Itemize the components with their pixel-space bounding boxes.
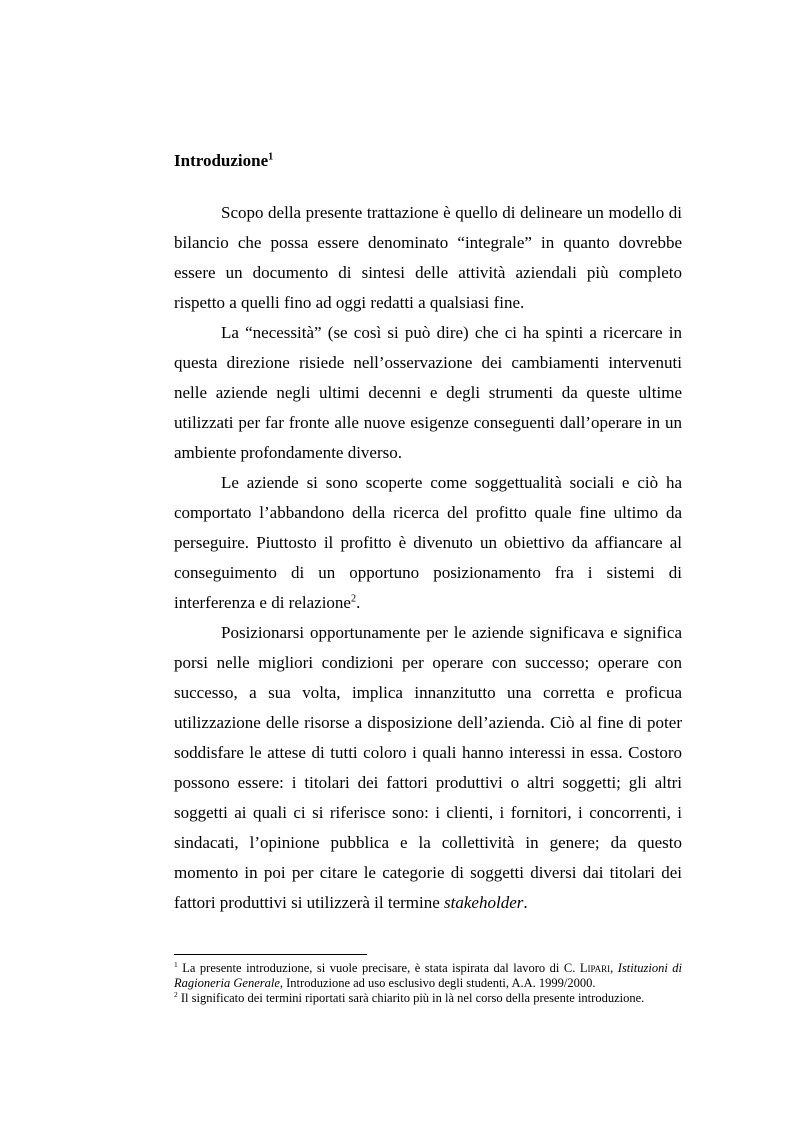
- paragraph-tail: .: [356, 593, 361, 612]
- footnote-ref-2: 2: [350, 593, 357, 605]
- footnote-ref-1: 1: [268, 151, 274, 163]
- footnote-1: [174, 961, 682, 991]
- footnote-text-end: , Introduzione ad uso esclusivo degli studenti, A.A. 1999/2000.: [279, 976, 596, 990]
- footnotes: [174, 954, 682, 1006]
- italic-term: stakeholder: [444, 893, 524, 912]
- footnote-book-title: Istituzioni di Ragioneria Generale: [174, 961, 683, 990]
- footnote-sep: ,: [610, 961, 618, 975]
- paragraph-1: [174, 198, 682, 318]
- section-title: Introduzione: [174, 151, 269, 170]
- footnote-separator: [174, 954, 367, 955]
- footnote-2: [174, 991, 682, 1006]
- footnote-author: Lipari: [579, 961, 611, 975]
- section-heading: [174, 146, 682, 176]
- paragraph-3: [174, 468, 682, 618]
- paragraph-text: Scopo della presente trattazione è quello di delineare un modello di bilancio che possa essere denominato “integrale” in quanto dovrebbe essere un documento di sintesi delle attività aziendali più completo rispetto a quelli fino ad oggi redatti a qualsiasi fine.: [174, 203, 682, 312]
- paragraph-4: [174, 618, 682, 918]
- body-text: [174, 198, 682, 918]
- paragraph-2: [174, 318, 682, 468]
- paragraph-text: Le aziende si sono scoperte come soggettualità sociali e ciò ha comportato l’abbandono della ricerca del profitto quale fine ultimo da perseguire. Piuttosto il profitto è divenuto un obiettivo da affiancare al conseguimento di un opportuno posizionamento fra i sistemi di interferenza e di relazione: [174, 473, 682, 612]
- footnote-number: 1: [174, 959, 178, 969]
- paragraph-text: Posizionarsi opportunamente per le aziende significava e significa porsi nelle migliori condizioni per operare con successo; operare con successo, a sua volta, implica innanzitutto una corretta e proficua utilizzazione delle risorse a disposizione dell’azienda. Ciò al fine di poter soddisfare le attese di tutti coloro i quali hanno interessi in essa. Costoro possono essere: i titolari dei fattori produttivi o altri soggetti; gli altri soggetti ai quali ci si riferisce sono: i clienti, i fornitori, i concorrenti, i sindacati, l’opinione pubblica e la collettività in genere; da questo momento in poi per citare le categorie di soggetti diversi dai titolari dei fattori produttivi si utilizzerà il termine: [174, 623, 682, 912]
- document-page: [174, 146, 682, 918]
- footnote-text: Il significato dei termini riportati sarà chiarito più in là nel corso della presente introduzione.: [180, 991, 645, 1005]
- paragraph-text: La “necessità” (se così si può dire) che ci ha spinti a ricercare in questa direzione risiede nell’osservazione dei cambiamenti intervenuti nelle aziende negli ultimi decenni e degli strumenti da queste ultime utilizzati per far fronte alle nuove esigenze conseguenti dall’operare in un ambiente profondamente diverso.: [174, 323, 682, 462]
- footnote-text: La presente introduzione, si vuole precisare, è stata ispirata dal lavoro di C.: [182, 961, 580, 975]
- paragraph-tail: .: [523, 893, 528, 912]
- footnote-number: 2: [174, 989, 178, 999]
